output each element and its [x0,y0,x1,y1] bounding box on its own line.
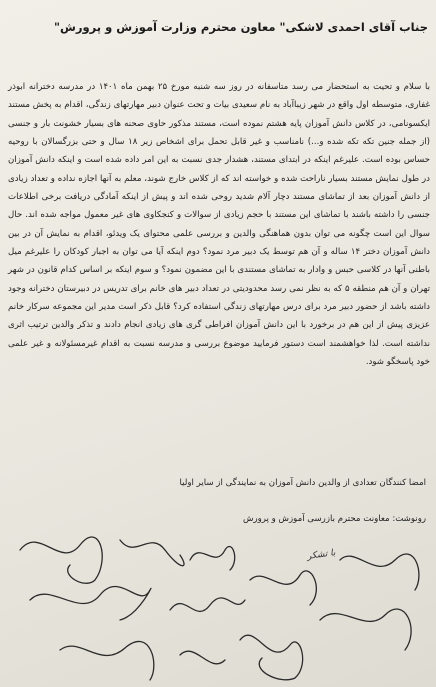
signature-1 [20,537,102,583]
signature-5 [170,598,245,612]
signature-9 [240,635,303,680]
handwritten-thanks: با تشکر [306,548,337,562]
signature-2 [120,540,184,566]
carbon-copy-line: رونوشت: معاونت محترم بازرسی آموزش و پرورش [242,514,426,524]
letter-body-text: با سلام و تحیت به استحضار می رسد متاسفانه در روز سه شنبه مورخ ۲۵ بهمن ماه ۱۴۰۱ در مدرسه دخترانه ابوذر غفاری، متوسطه اول واقع در شهر زیباآباد به نام سعیدی بیات و تحت عنوان دبیر مهارتهای زندگی، اقدام به پخش مستند ایکسونامی، در کلاس دانش آموزان پایه هشتم نموده است، مستند مذکور حاوی صحنه های بسیار خشونت بار و جنسی (از جمله جنین تکه تکه شده و...) نامناسب و غیر قابل تحمل برای اشخاص زیر ۱۸ سال و حتی بزرگسالان با روحیه حساس بوده است. علیرغم اینکه در ابتدای مستند، هشدار جدی نسبت به این امر داده شده است و اینکه دانش آموزان در طول نمایش مستند بسیار ناراحت شده و خواسته اند که از کلاس خارج شوند، معلم به آنها اجازه نداده و تعداد زیادی از دانش آموزان بعد از تماشای مستند دچار آلام شدید روحی شده اند و پیش از اینکه آمادگی دریافت برخی اطلاعات جنسی را داشته باشند با تماشای این مستند با حجم زیادی از سوالات و کنجکاوی های غیر معمول مواجه شده اند. حال سوال این است چگونه می توان بدون هماهنگی والدین و بررسی علمی محتوای یک ویدئو، اقدام به نمایش آن در بین دانش آموزان دختر ۱۴ ساله و آن هم توسط یک دبیر مرد نمود؟ دوم اینکه آیا می توان به اجبار کودکان را علیرغم میل باطنی آنها در کلاسی حبس و وادار به تماشای مستندی با این مضمون نمود؟ و سوم اینکه بر اساس کدام قانون در شهر تهران و آن هم منطقه ۵ که به نظر نمی رسد محدودیتی در تعداد دبیر های خانم برای تدریس در دبیرستان دخترانه وجود داشته باشد از حضور دبیر مرد برای درس مهارتهای زندگی استفاده کرد؟ قابل ذکر است مدیر این مجموعه سرکار خانم عزیزی پیش از این هم در برخورد با این دانش آموزان افراطی گری های زیادی انجام دادند و تذکر والدین ترتیب اثری نداشته است. لذا خواهشمند است دستور فرمایید موضوع بررسی و مدرسه نسبت به اقدام غیرمسئولانه و غیر علمی خود پاسخگو شود. [8,82,431,368]
letter-title: جناب آقای احمدی لاشکی" معاون محترم وزارت آموزش و پرورش" [53,20,428,34]
signature-6 [250,571,316,605]
signature-11 [180,651,225,664]
letter-body [8,78,430,372]
signature-10 [340,554,419,590]
signature-8 [60,641,154,680]
signature-4 [30,586,151,620]
signatures-area [0,520,436,687]
signatories-line: امضا کنندگان تعدادی از والدین دانش آموزان به نمایندگی از سایر اولیا [179,478,426,488]
signature-3 [190,547,235,570]
signature-7 [320,609,411,650]
